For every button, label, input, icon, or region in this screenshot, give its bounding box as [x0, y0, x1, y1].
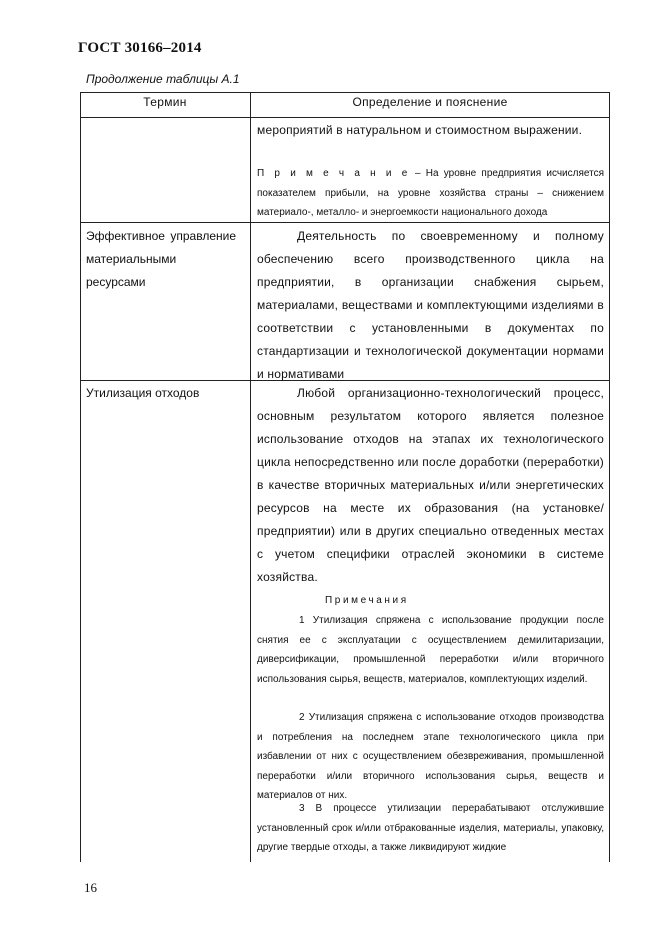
header-divider — [80, 117, 610, 118]
table-border-right — [609, 92, 610, 862]
table-border-top — [80, 92, 610, 93]
term-text: Эффективное управление материальными ресурсами — [86, 229, 236, 289]
table-border-left — [80, 92, 81, 862]
note-label: П р и м е ч а н и е — [257, 168, 410, 179]
column-header-definition: Определение и пояснение — [352, 95, 508, 109]
terms-table — [80, 92, 610, 862]
definition-text: мероприятий в натуральном и стоимостном выражении. — [257, 123, 583, 137]
definition-text: Деятельность по своевременному и полному обеспечению всего производственного цикла на предприятии, в организации снабжения сырьем, материалами, веществами и комплектующими изделиями в соответствии с установленными в документах по стандартизации и технологической документации нормами и нормативами — [257, 229, 604, 381]
note-text: – На уровне предприятия исчисляется показателем прибыли, на уровне хозяйства страны – снижением материало-, металло- и энергоемкости национального дохода — [257, 168, 604, 218]
page-number: 16 — [84, 880, 97, 895]
definition-text: Любой организационно-технологический процесс, основным результатом которого является полезное использование отходов на этапах их технологического цикла непосредственно или после доработки (переработки) в качестве вторичных материальных и/или энергетических ресурсов на месте их образования (на установке/предприятии) или в других специально отведенных местах с учетом специфики отраслей экономики в системе хозяйства. — [257, 386, 604, 584]
document-code: ГОСТ 30166–2014 — [78, 40, 202, 56]
note-item: 2 Утилизация спряжена с использование отходов производства и потребления на последнем этапе технологического цикла при избавлении от них с осуществлением обезвреживания, промышленной переработки и/или вторичного использования сырья, веществ и материалов от них. — [257, 712, 604, 801]
table-caption: Продолжение таблицы А.1 — [86, 72, 240, 86]
note-item: 1 Утилизация спряжена с использование продукции после снятия ее с эксплуатации с осуществлением демилитаризации, диверсификации, промышленной переработки и/или вторичного использования сырья, веществ, материалов, комплектующих изделий. — [257, 615, 604, 685]
column-divider — [250, 92, 251, 862]
note-item: 3 В процессе утилизации перерабатывают отслужившие установленный срок и/или отбракованные изделия, материалы, упаковку, другие твердые отходы, а также ликвидируют жидкие — [257, 803, 604, 853]
term-text: Утилизация отходов — [86, 386, 200, 400]
note — [257, 164, 604, 223]
notes-heading: Примечания — [325, 595, 409, 606]
column-header-term: Термин — [143, 95, 187, 109]
